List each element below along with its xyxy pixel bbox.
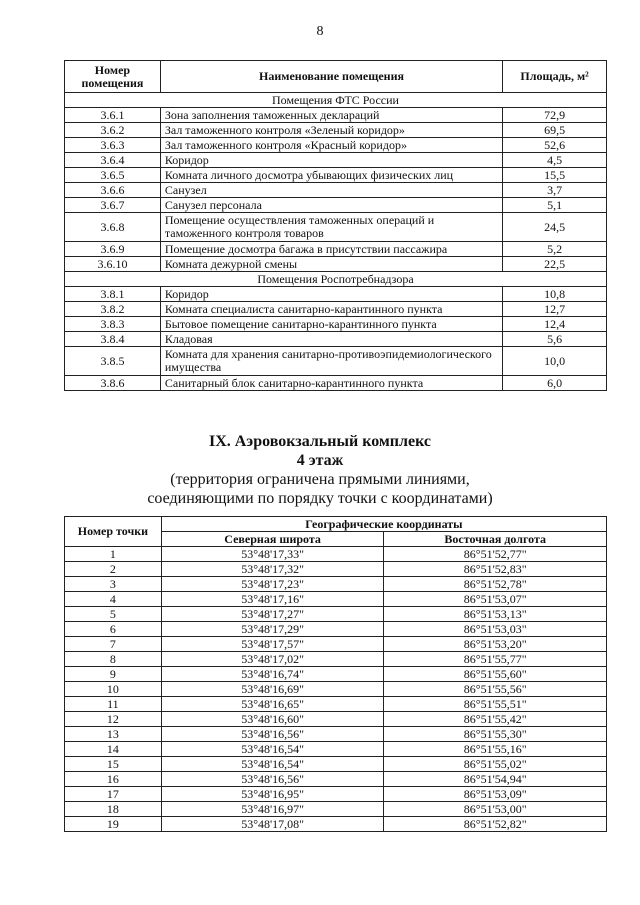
latitude-cell: 53°48'16,56" <box>161 772 384 787</box>
room-area-cell: 10,8 <box>503 287 607 302</box>
room-name-cell: Зона заполнения таможенных деклараций <box>160 108 502 123</box>
header-room-number: Номер помещения <box>65 61 161 93</box>
table-row <box>65 667 607 682</box>
room-area-cell: 5,1 <box>503 198 607 213</box>
longitude-cell: 86°51'52,83" <box>384 562 607 577</box>
longitude-cell: 86°51'53,20" <box>384 637 607 652</box>
table-row <box>65 712 607 727</box>
latitude-cell: 53°48'17,33" <box>161 547 384 562</box>
table-row <box>65 123 607 138</box>
table-row <box>65 622 607 637</box>
room-number-cell: 3.8.4 <box>65 332 161 347</box>
table-row <box>65 347 607 376</box>
longitude-cell: 86°51'55,02" <box>384 757 607 772</box>
room-number-cell: 3.6.9 <box>65 242 161 257</box>
point-number-cell: 7 <box>65 637 162 652</box>
table-row <box>65 787 607 802</box>
room-number-cell: 3.6.8 <box>65 213 161 242</box>
room-number-cell: 3.8.5 <box>65 347 161 376</box>
point-number-cell: 14 <box>65 742 162 757</box>
latitude-cell: 53°48'17,27" <box>161 607 384 622</box>
table-row <box>65 302 607 317</box>
room-area-cell: 5,2 <box>503 242 607 257</box>
longitude-cell: 86°51'53,07" <box>384 592 607 607</box>
table-row <box>65 652 607 667</box>
room-area-cell: 10,0 <box>503 347 607 376</box>
point-number-cell: 19 <box>65 817 162 832</box>
table-row <box>65 577 607 592</box>
room-area-cell: 15,5 <box>503 168 607 183</box>
table-row <box>65 198 607 213</box>
longitude-cell: 86°51'55,16" <box>384 742 607 757</box>
latitude-cell: 53°48'16,54" <box>161 757 384 772</box>
table-row <box>65 817 607 832</box>
room-number-cell: 3.8.2 <box>65 302 161 317</box>
page-number: 8 <box>316 24 324 39</box>
latitude-cell: 53°48'16,69" <box>161 682 384 697</box>
room-number-cell: 3.6.2 <box>65 123 161 138</box>
rooms-table-body <box>65 93 607 391</box>
latitude-cell: 53°48'17,08" <box>161 817 384 832</box>
latitude-cell: 53°48'16,54" <box>161 742 384 757</box>
point-number-cell: 5 <box>65 607 162 622</box>
room-number-cell: 3.6.6 <box>65 183 161 198</box>
room-number-cell: 3.6.3 <box>65 138 161 153</box>
territory-note-line-2: соединяющими по порядку точки с координатами) <box>147 490 493 507</box>
longitude-cell: 86°51'52,77" <box>384 547 607 562</box>
rooms-table <box>64 60 607 391</box>
table-row <box>65 727 607 742</box>
room-number-cell: 3.6.10 <box>65 257 161 272</box>
latitude-cell: 53°48'17,16" <box>161 592 384 607</box>
table-row <box>65 317 607 332</box>
point-number-cell: 4 <box>65 592 162 607</box>
room-name-cell: Комната дежурной смены <box>160 257 502 272</box>
table-row <box>65 376 607 391</box>
table-row <box>65 592 607 607</box>
room-number-cell: 3.6.7 <box>65 198 161 213</box>
table-row <box>65 332 607 347</box>
room-number-cell: 3.6.5 <box>65 168 161 183</box>
section-row <box>65 272 607 287</box>
header-room-area: Площадь, м² <box>503 61 607 93</box>
latitude-cell: 53°48'17,57" <box>161 637 384 652</box>
point-number-cell: 16 <box>65 772 162 787</box>
longitude-cell: 86°51'53,00" <box>384 802 607 817</box>
point-number-cell: 8 <box>65 652 162 667</box>
longitude-cell: 86°51'53,09" <box>384 787 607 802</box>
longitude-cell: 86°51'53,03" <box>384 622 607 637</box>
longitude-cell: 86°51'55,77" <box>384 652 607 667</box>
table-row <box>65 213 607 242</box>
header-geo-coordinates: Географические координаты <box>161 517 606 532</box>
latitude-cell: 53°48'16,97" <box>161 802 384 817</box>
room-area-cell: 52,6 <box>503 138 607 153</box>
latitude-cell: 53°48'17,23" <box>161 577 384 592</box>
room-name-cell: Комната для хранения санитарно-противоэпидемиологического имущества <box>160 347 502 376</box>
section-title-cell: Помещения ФТС России <box>65 93 607 108</box>
table-row <box>65 108 607 123</box>
table-row <box>65 802 607 817</box>
room-number-cell: 3.8.1 <box>65 287 161 302</box>
room-area-cell: 24,5 <box>503 213 607 242</box>
point-number-cell: 11 <box>65 697 162 712</box>
room-name-cell: Санитарный блок санитарно-карантинного пункта <box>160 376 502 391</box>
room-name-cell: Коридор <box>160 287 502 302</box>
longitude-cell: 86°51'52,82" <box>384 817 607 832</box>
room-name-cell: Коридор <box>160 153 502 168</box>
room-name-cell: Бытовое помещение санитарно-карантинного пункта <box>160 317 502 332</box>
room-name-cell: Помещение осуществления таможенных операций и таможенного контроля товаров <box>160 213 502 242</box>
section-row <box>65 93 607 108</box>
point-number-cell: 12 <box>65 712 162 727</box>
point-number-cell: 1 <box>65 547 162 562</box>
room-name-cell: Зал таможенного контроля «Красный коридор» <box>160 138 502 153</box>
room-number-cell: 3.8.6 <box>65 376 161 391</box>
room-area-cell: 5,6 <box>503 332 607 347</box>
room-area-cell: 6,0 <box>503 376 607 391</box>
longitude-cell: 86°51'55,42" <box>384 712 607 727</box>
floor-label: 4 этаж <box>296 452 344 469</box>
latitude-cell: 53°48'17,32" <box>161 562 384 577</box>
table-row <box>65 742 607 757</box>
table-row <box>65 138 607 153</box>
header-longitude: Восточная долгота <box>384 532 607 547</box>
section-title: IX. Аэровокзальный комплекс <box>208 433 432 450</box>
table-row <box>65 547 607 562</box>
room-name-cell: Кладовая <box>160 332 502 347</box>
room-area-cell: 22,5 <box>503 257 607 272</box>
room-name-cell: Санузел персонала <box>160 198 502 213</box>
room-name-cell: Помещение досмотра багажа в присутствии пассажира <box>160 242 502 257</box>
room-area-cell: 3,7 <box>503 183 607 198</box>
room-number-cell: 3.8.3 <box>65 317 161 332</box>
latitude-cell: 53°48'16,74" <box>161 667 384 682</box>
point-number-cell: 3 <box>65 577 162 592</box>
longitude-cell: 86°51'55,60" <box>384 667 607 682</box>
point-number-cell: 9 <box>65 667 162 682</box>
point-number-cell: 2 <box>65 562 162 577</box>
longitude-cell: 86°51'53,13" <box>384 607 607 622</box>
table-row <box>65 637 607 652</box>
room-number-cell: 3.6.4 <box>65 153 161 168</box>
latitude-cell: 53°48'17,02" <box>161 652 384 667</box>
longitude-cell: 86°51'55,30" <box>384 727 607 742</box>
table-row <box>65 682 607 697</box>
coordinates-table <box>64 516 607 832</box>
territory-note-line-1: (территория ограничена прямыми линиями, <box>170 471 470 488</box>
table-row <box>65 607 607 622</box>
latitude-cell: 53°48'16,65" <box>161 697 384 712</box>
room-name-cell: Комната личного досмотра убывающих физических лиц <box>160 168 502 183</box>
room-area-cell: 72,9 <box>503 108 607 123</box>
latitude-cell: 53°48'16,56" <box>161 727 384 742</box>
table-row <box>65 153 607 168</box>
latitude-cell: 53°48'16,95" <box>161 787 384 802</box>
room-name-cell: Комната специалиста санитарно-карантинного пункта <box>160 302 502 317</box>
point-number-cell: 17 <box>65 787 162 802</box>
table-row <box>65 257 607 272</box>
table-row <box>65 562 607 577</box>
latitude-cell: 53°48'16,60" <box>161 712 384 727</box>
room-name-cell: Санузел <box>160 183 502 198</box>
room-area-cell: 12,4 <box>503 317 607 332</box>
room-area-cell: 69,5 <box>503 123 607 138</box>
room-area-cell: 12,7 <box>503 302 607 317</box>
header-room-name: Наименование помещения <box>160 61 502 93</box>
section-title-cell: Помещения Роспотребнадзора <box>65 272 607 287</box>
longitude-cell: 86°51'52,78" <box>384 577 607 592</box>
latitude-cell: 53°48'17,29" <box>161 622 384 637</box>
header-point-number: Номер точки <box>65 517 162 547</box>
room-name-cell: Зал таможенного контроля «Зеленый коридор» <box>160 123 502 138</box>
room-area-cell: 4,5 <box>503 153 607 168</box>
point-number-cell: 18 <box>65 802 162 817</box>
room-number-cell: 3.6.1 <box>65 108 161 123</box>
point-number-cell: 6 <box>65 622 162 637</box>
table-row <box>65 183 607 198</box>
table-row <box>65 168 607 183</box>
point-number-cell: 10 <box>65 682 162 697</box>
table-row <box>65 242 607 257</box>
header-latitude: Северная широта <box>161 532 384 547</box>
coordinates-table-body <box>65 547 607 832</box>
longitude-cell: 86°51'55,51" <box>384 697 607 712</box>
table-row <box>65 772 607 787</box>
longitude-cell: 86°51'54,94" <box>384 772 607 787</box>
point-number-cell: 13 <box>65 727 162 742</box>
point-number-cell: 15 <box>65 757 162 772</box>
table-row <box>65 757 607 772</box>
table-row <box>65 697 607 712</box>
table-row <box>65 287 607 302</box>
longitude-cell: 86°51'55,56" <box>384 682 607 697</box>
